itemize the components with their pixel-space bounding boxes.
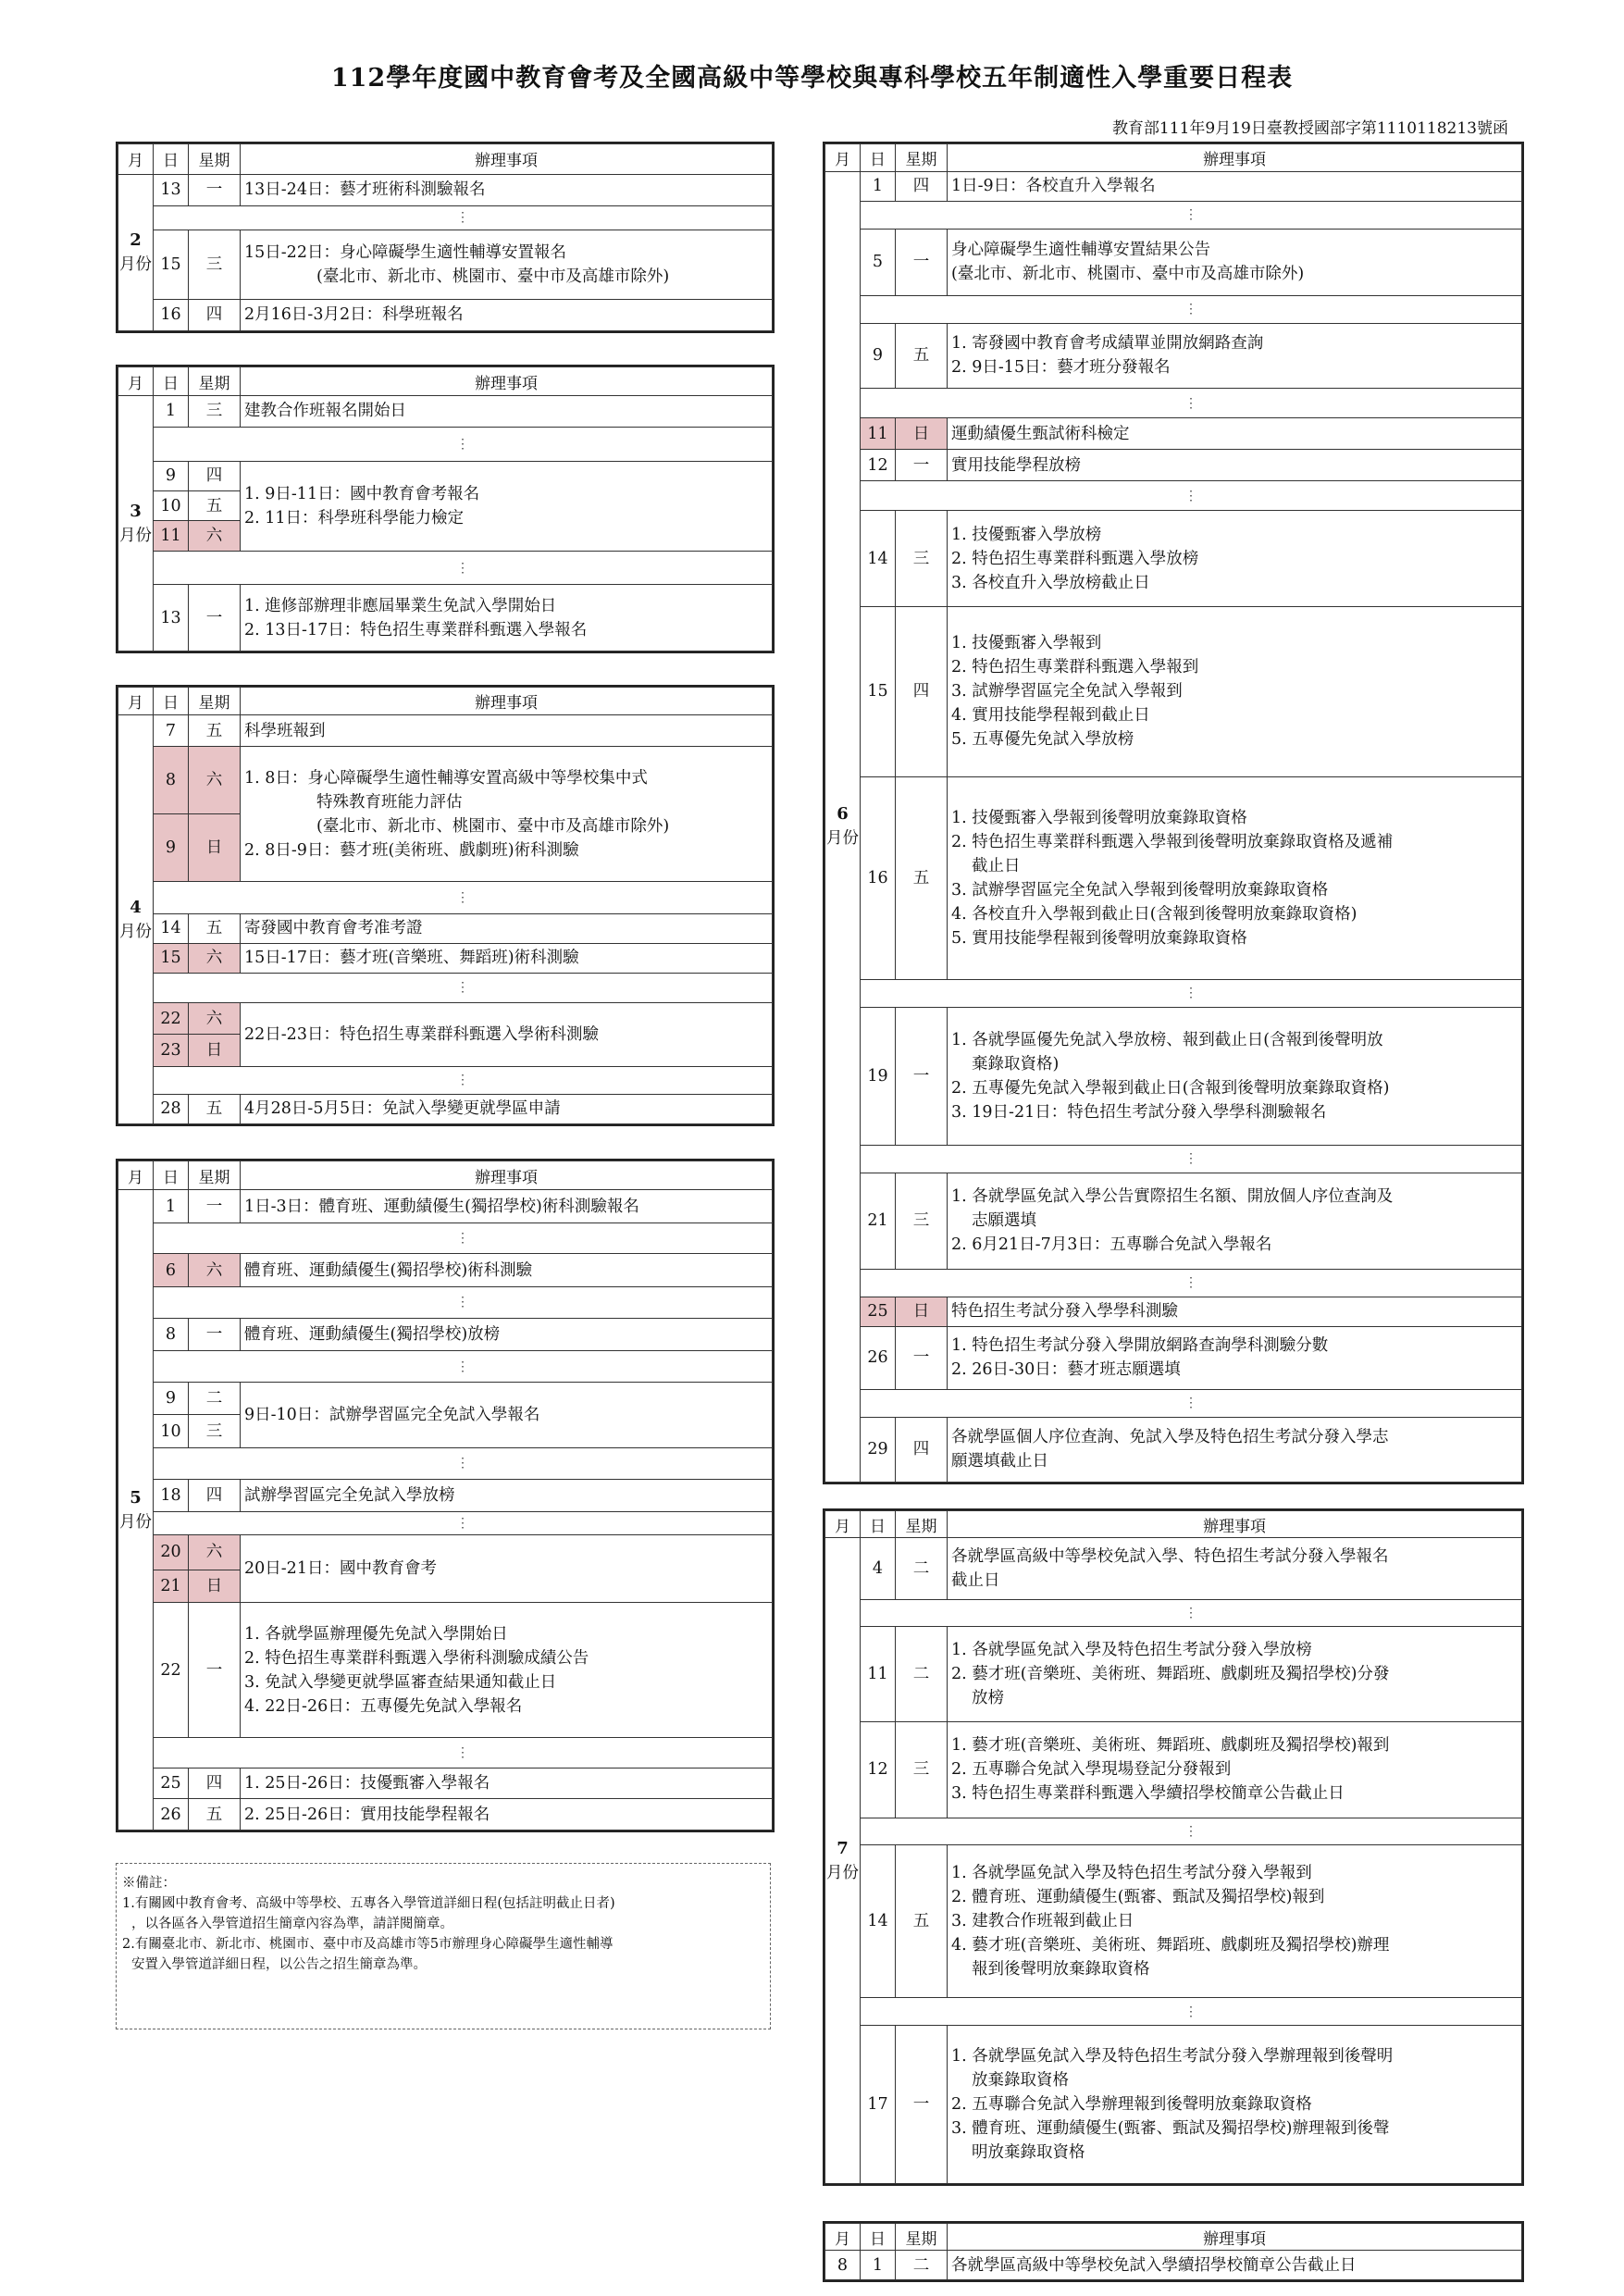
weekday-cell: 六: [189, 1254, 241, 1287]
ellipsis-row: ⋮: [861, 979, 1522, 1007]
day-cell: 15: [861, 607, 896, 776]
event-text: 1. 特色招生考試分發入學開放網路查詢學科測驗分數 2. 26日-30日：藝才班志願選填: [948, 1326, 1522, 1389]
day-cell: 13: [154, 585, 189, 652]
ellipsis-row: ⋮: [154, 427, 773, 461]
day-cell: 25: [154, 1768, 189, 1798]
weekday-cell: 六: [189, 521, 241, 551]
weekday-cell: 五: [896, 776, 948, 979]
weekday-cell: 五: [896, 323, 948, 388]
weekday-cell: 六: [189, 1534, 241, 1570]
note-line: 2.有關臺北市、新北市、桃園市、臺中市及高雄市等5市辦理身心障礙學生適性輔導: [122, 1937, 614, 1952]
day-cell: 9: [154, 461, 189, 490]
day-cell: 4: [861, 1538, 896, 1600]
ellipsis-row: ⋮: [154, 1448, 773, 1479]
event-text: 1. 各就學區免試入學及特色招生考試分發入學辦理報到後聲明 放棄錄取資格 2. 五專聯合免試入學辦理報到後聲明放棄錄取資格 3. 體育班、運動績優生(甄審、甄試及獨招學校)辦理報到後聲 明放棄錄取資格: [948, 2025, 1522, 2183]
event-text: 4月28日-5月5日：免試入學變更就學區申請: [241, 1094, 773, 1123]
event-text: 1. 技優甄審入學放榜 2. 特色招生專業群科甄選入學放榜 3. 各校直升入學放榜截止日: [948, 511, 1522, 607]
ellipsis-row: ⋮: [861, 389, 1522, 418]
weekday-cell: 五: [189, 913, 241, 943]
header-weekday: 星期: [189, 144, 241, 175]
header-month: 月: [118, 144, 154, 175]
day-cell: 9: [154, 1382, 189, 1415]
day-cell: 5: [861, 229, 896, 295]
event-text: 9日-10日：試辦學習區完全免試入學報名: [241, 1382, 773, 1447]
event-text: 13日-24日：藝才班術科測驗報名: [241, 174, 773, 205]
table-august: [823, 2221, 1524, 2282]
month-label: 7 月份: [825, 1538, 861, 2184]
event-text: 1日-9日：各校直升入學報名: [948, 171, 1522, 201]
weekday-cell: 四: [189, 1768, 241, 1798]
header-day: 日: [154, 688, 189, 715]
day-cell: 14: [861, 1845, 896, 1998]
event-text: 1. 各就學區免試入學公告實際招生名額、開放個人序位查詢及 志願選填 2. 6月21日-7月3日：五專聯合免試入學報名: [948, 1173, 1522, 1269]
day-cell: 13: [154, 174, 189, 205]
event-text: 1. 25日-26日：技優甄審入學報名: [241, 1768, 773, 1798]
event-text: 1. 技優甄審入學報到後聲明放棄錄取資格 2. 特色招生專業群科甄選入學報到後聲明放棄錄取資格及遞補 截止日 3. 試辦學習區完全免試入學報到後聲明放棄錄取資格 4. 各校直升入學報到截止日(含報到後聲明放棄錄取資格) 5. 實用技能學程報到後聲明放棄錄取資格: [948, 776, 1522, 979]
header-item: 辦理事項: [948, 1511, 1522, 1538]
weekday-cell: 六: [189, 747, 241, 814]
event-text: 寄發國中教育會考准考證: [241, 913, 773, 943]
event-text: 1. 藝才班(音樂班、美術班、舞蹈班、戲劇班及獨招學校)報到 2. 五專聯合免試入學現場登記分發報到 3. 特色招生專業群科甄選入學續招學校簡章公告截止日: [948, 1721, 1522, 1818]
weekday-cell: 一: [896, 1326, 948, 1389]
weekday-cell: 一: [189, 174, 241, 205]
month-label: 8: [825, 2251, 861, 2280]
header-day: 日: [861, 1511, 896, 1538]
weekday-cell: 日: [896, 417, 948, 449]
header-weekday: 星期: [189, 1161, 241, 1190]
weekday-cell: 日: [189, 814, 241, 882]
event-text: 1. 8日：身心障礙學生適性輔導安置高級中等學校集中式 特殊教育班能力評估 (臺北市、新北市、桃園市、臺中市及高雄市除外) 2. 8日-9日：藝才班(美術班、戲劇班)術科測驗: [241, 747, 773, 882]
table-may: [116, 1159, 775, 1832]
weekday-cell: 三: [189, 396, 241, 427]
header-item: 辦理事項: [241, 688, 773, 715]
table-march: [116, 365, 775, 653]
event-text: 體育班、運動績優生(獨招學校)術科測驗: [241, 1254, 773, 1287]
ellipsis-row: ⋮: [861, 201, 1522, 229]
event-text: 1. 各就學區優先免試入學放榜、報到截止日(含報到後聲明放 棄錄取資格) 2. 五專優先免試入學報到截止日(含報到後聲明放棄錄取資格) 3. 19日-21日：特色招生考試分發入學學科測驗報名: [948, 1007, 1522, 1145]
header-item: 辦理事項: [241, 367, 773, 396]
event-text: 1. 寄發國中教育會考成績單並開放網路查詢 2. 9日-15日：藝才班分發報名: [948, 323, 1522, 388]
weekday-cell: 日: [189, 1570, 241, 1603]
event-text: 15日-17日：藝才班(音樂班、舞蹈班)術科測驗: [241, 943, 773, 973]
event-text: 試辦學習區完全免試入學放榜: [241, 1479, 773, 1512]
event-text: 20日-21日：國中教育會考: [241, 1534, 773, 1603]
header-item: 辦理事項: [948, 144, 1522, 172]
weekday-cell: 一: [189, 1190, 241, 1223]
header-day: 日: [861, 2224, 896, 2251]
ellipsis-row: ⋮: [861, 1600, 1522, 1627]
day-cell: 18: [154, 1479, 189, 1512]
ellipsis-row: ⋮: [154, 205, 773, 230]
day-cell: 1: [861, 2251, 896, 2280]
day-cell: 28: [154, 1094, 189, 1123]
header-item: 辦理事項: [241, 1161, 773, 1190]
weekday-cell: 四: [896, 607, 948, 776]
table-april: [116, 685, 775, 1126]
header-day: 日: [861, 144, 896, 172]
ellipsis-row: ⋮: [154, 1066, 773, 1094]
weekday-cell: 一: [189, 585, 241, 652]
ellipsis-row: ⋮: [154, 1287, 773, 1318]
day-cell: 7: [154, 715, 189, 747]
day-cell: 15: [154, 230, 189, 299]
ellipsis-row: ⋮: [154, 1737, 773, 1768]
header-month: 月: [118, 1161, 154, 1190]
event-text: 運動績優生甄試術科檢定: [948, 417, 1522, 449]
event-text: 1. 9日-11日：國中教育會考報名 2. 11日：科學班科學能力檢定: [241, 461, 773, 551]
header-day: 日: [154, 144, 189, 175]
month-label: 6 月份: [825, 171, 861, 1482]
ellipsis-row: ⋮: [154, 551, 773, 585]
day-cell: 21: [154, 1570, 189, 1603]
header-item: 辦理事項: [948, 2224, 1522, 2251]
ellipsis-row: ⋮: [861, 1998, 1522, 2025]
day-cell: 15: [154, 943, 189, 973]
ellipsis-row: ⋮: [861, 1145, 1522, 1173]
weekday-cell: 三: [189, 1415, 241, 1448]
weekday-cell: 四: [189, 461, 241, 490]
event-text: 實用技能學程放榜: [948, 450, 1522, 481]
header-month: 月: [118, 688, 154, 715]
month-label: 3 月份: [118, 396, 154, 652]
weekday-cell: 二: [189, 1382, 241, 1415]
weekday-cell: 二: [896, 1627, 948, 1721]
table-february: [116, 142, 775, 333]
header-item: 辦理事項: [241, 144, 773, 175]
event-text: 1. 進修部辦理非應屆畢業生免試入學開始日 2. 13日-17日：特色招生專業群科甄選入學報名: [241, 585, 773, 652]
weekday-cell: 一: [189, 1318, 241, 1351]
event-text: 1. 各就學區辦理優先免試入學開始日 2. 特色招生專業群科甄選入學術科測驗成績公告 3. 免試入學變更就學區審查結果通知截止日 4. 22日-26日：五專優先免試入學報名: [241, 1603, 773, 1737]
ellipsis-row: ⋮: [154, 882, 773, 913]
note-line: 安置入學管道詳細日程，以公告之招生簡章為準。: [131, 1957, 427, 1972]
day-cell: 11: [861, 417, 896, 449]
reference-number: 教育部111年9月19日臺教授國部字第1110118213號函: [1111, 119, 1508, 138]
event-text: 1日-3日：體育班、運動績優生(獨招學校)術科測驗報名: [241, 1190, 773, 1223]
month-label: 4 月份: [118, 715, 154, 1124]
weekday-cell: 四: [189, 299, 241, 330]
weekday-cell: 五: [189, 1799, 241, 1831]
day-cell: 17: [861, 2025, 896, 2183]
day-cell: 19: [861, 1007, 896, 1145]
weekday-cell: 一: [189, 1603, 241, 1737]
ellipsis-row: ⋮: [154, 1222, 773, 1253]
ellipsis-row: ⋮: [861, 295, 1522, 323]
event-text: 15日-22日：身心障礙學生適性輔導安置報名 (臺北市、新北市、桃園市、臺中市及高雄市除外): [241, 230, 773, 299]
ellipsis-row: ⋮: [154, 1512, 773, 1535]
day-cell: 9: [861, 323, 896, 388]
event-text: 1. 各就學區免試入學及特色招生考試分發入學報到 2. 體育班、運動績優生(甄審、甄試及獨招學校)報到 3. 建教合作班報到截止日 4. 藝才班(音樂班、美術班、舞蹈班、戲劇班及獨招學校)辦理 報到後聲明放棄錄取資格: [948, 1845, 1522, 1998]
header-month: 月: [825, 1511, 861, 1538]
event-text: 2月16日-3月2日：科學班報名: [241, 299, 773, 330]
weekday-cell: 二: [896, 2251, 948, 2280]
note-line: ，以各區各入學管道招生簡章內容為準，請詳閱簡章。: [131, 1917, 453, 1931]
day-cell: 12: [861, 450, 896, 481]
event-text: 各就學區個人序位查詢、免試入學及特色招生考試分發入學志 願選填截止日: [948, 1417, 1522, 1482]
weekday-cell: 四: [896, 1417, 948, 1482]
weekday-cell: 三: [189, 230, 241, 299]
note-line: 1.有關國中教育會考、高級中等學校、五專各入學管道詳細日程(包括註明截止日者): [122, 1896, 615, 1911]
ellipsis-row: ⋮: [154, 1351, 773, 1382]
table-july: [823, 1508, 1524, 2186]
day-cell: 22: [154, 1603, 189, 1737]
header-month: 月: [825, 2224, 861, 2251]
day-cell: 11: [861, 1627, 896, 1721]
day-cell: 26: [154, 1799, 189, 1831]
weekday-cell: 五: [189, 1094, 241, 1123]
day-cell: 22: [154, 1003, 189, 1035]
weekday-cell: 一: [896, 2025, 948, 2183]
day-cell: 29: [861, 1417, 896, 1482]
header-weekday: 星期: [189, 688, 241, 715]
day-cell: 10: [154, 490, 189, 520]
day-cell: 25: [861, 1297, 896, 1326]
event-text: 各就學區高級中等學校免試入學、特色招生考試分發入學報名 截止日: [948, 1538, 1522, 1600]
header-weekday: 星期: [896, 2224, 948, 2251]
month-label: 2 月份: [118, 174, 154, 330]
weekday-cell: 六: [189, 1003, 241, 1035]
event-text: 科學班報到: [241, 715, 773, 747]
notes-title: ※備註：: [122, 1876, 176, 1891]
event-text: 建教合作班報名開始日: [241, 396, 773, 427]
day-cell: 14: [154, 913, 189, 943]
header-day: 日: [154, 367, 189, 396]
weekday-cell: 四: [189, 1479, 241, 1512]
weekday-cell: 六: [189, 943, 241, 973]
header-weekday: 星期: [896, 1511, 948, 1538]
day-cell: 16: [861, 776, 896, 979]
header-month: 月: [825, 144, 861, 172]
day-cell: 14: [861, 511, 896, 607]
weekday-cell: 日: [896, 1297, 948, 1326]
ellipsis-row: ⋮: [861, 1389, 1522, 1417]
event-text: 1. 技優甄審入學報到 2. 特色招生專業群科甄選入學報到 3. 試辦學習區完全免試入學報到 4. 實用技能學程報到截止日 5. 五專優先免試入學放榜: [948, 607, 1522, 776]
weekday-cell: 四: [896, 171, 948, 201]
weekday-cell: 五: [189, 715, 241, 747]
day-cell: 26: [861, 1326, 896, 1389]
event-text: 身心障礙學生適性輔導安置結果公告 (臺北市、新北市、桃園市、臺中市及高雄市除外): [948, 229, 1522, 295]
event-text: 特色招生考試分發入學學科測驗: [948, 1297, 1522, 1326]
header-weekday: 星期: [896, 144, 948, 172]
weekday-cell: 三: [896, 511, 948, 607]
day-cell: 16: [154, 299, 189, 330]
ellipsis-row: ⋮: [861, 481, 1522, 511]
day-cell: 11: [154, 521, 189, 551]
ellipsis-row: ⋮: [861, 1269, 1522, 1297]
day-cell: 8: [154, 1318, 189, 1351]
header-weekday: 星期: [189, 367, 241, 396]
header-month: 月: [118, 367, 154, 396]
weekday-cell: 一: [896, 450, 948, 481]
ellipsis-row: ⋮: [154, 973, 773, 1002]
weekday-cell: 三: [896, 1173, 948, 1269]
weekday-cell: 一: [896, 1007, 948, 1145]
weekday-cell: 五: [189, 490, 241, 520]
page-title: 112學年度國中教育會考及全國高級中等學校與專科學校五年制適性入學重要日程表: [330, 64, 1294, 93]
weekday-cell: 五: [896, 1845, 948, 1998]
day-cell: 12: [861, 1721, 896, 1818]
event-text: 2. 25日-26日：實用技能學程報名: [241, 1799, 773, 1831]
day-cell: 20: [154, 1534, 189, 1570]
day-cell: 9: [154, 814, 189, 882]
day-cell: 1: [154, 1190, 189, 1223]
event-text: 體育班、運動績優生(獨招學校)放榜: [241, 1318, 773, 1351]
day-cell: 1: [154, 396, 189, 427]
table-june: [823, 142, 1524, 1484]
weekday-cell: 一: [896, 229, 948, 295]
notes-box: [116, 1863, 771, 2029]
month-label: 5 月份: [118, 1190, 154, 1831]
weekday-cell: 三: [896, 1721, 948, 1818]
ellipsis-row: ⋮: [861, 1818, 1522, 1845]
weekday-cell: 日: [189, 1035, 241, 1066]
day-cell: 8: [154, 747, 189, 814]
event-text: 各就學區高級中等學校免試入學續招學校簡章公告截止日: [948, 2251, 1522, 2280]
event-text: 22日-23日：特色招生專業群科甄選入學術科測驗: [241, 1003, 773, 1067]
weekday-cell: 二: [896, 1538, 948, 1600]
day-cell: 1: [861, 171, 896, 201]
day-cell: 23: [154, 1035, 189, 1066]
day-cell: 10: [154, 1415, 189, 1448]
day-cell: 21: [861, 1173, 896, 1269]
event-text: 1. 各就學區免試入學及特色招生考試分發入學放榜 2. 藝才班(音樂班、美術班、舞蹈班、戲劇班及獨招學校)分發 放榜: [948, 1627, 1522, 1721]
day-cell: 6: [154, 1254, 189, 1287]
header-day: 日: [154, 1161, 189, 1190]
